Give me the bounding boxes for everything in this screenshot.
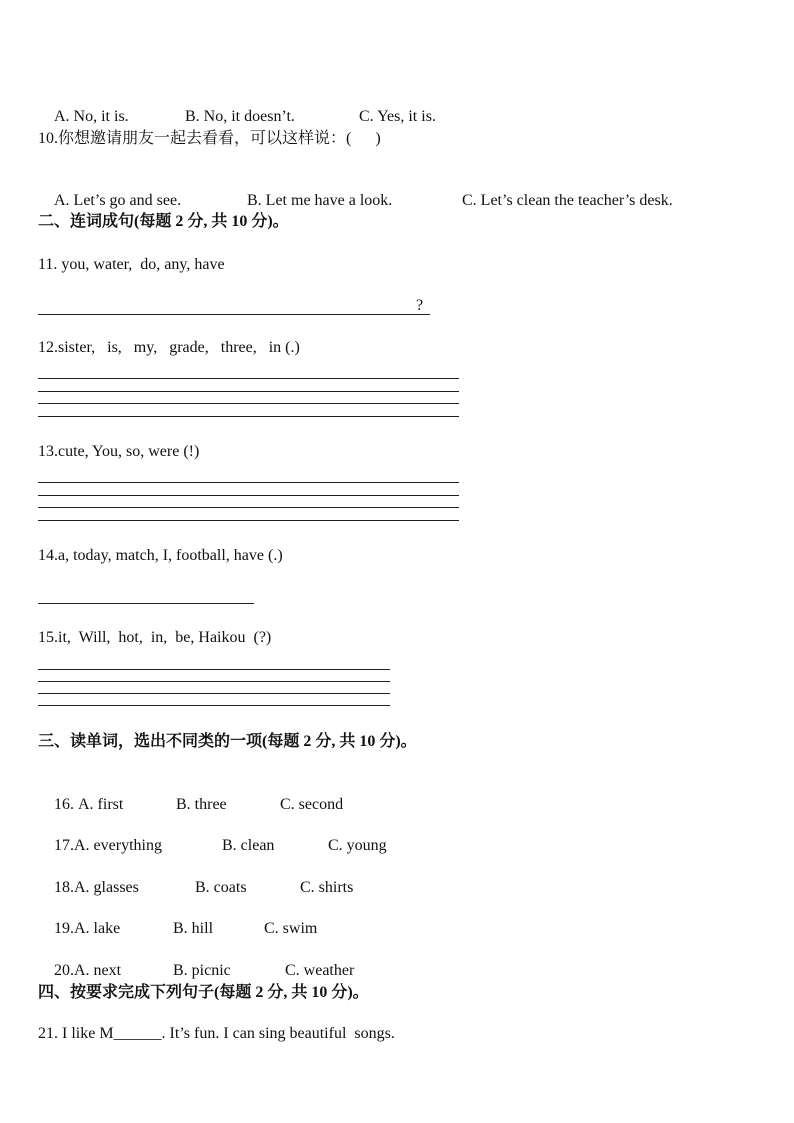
q19-option-c[interactable]: C. swim (264, 920, 318, 937)
q13-writing-line[interactable] (38, 482, 459, 483)
q14-answer-line[interactable] (38, 603, 254, 604)
q18-option-a[interactable]: A. glasses (74, 879, 139, 896)
section2-heading: 二、连词成句(每题 2 分, 共 10 分)。 (38, 213, 289, 230)
q12-writing-line[interactable] (38, 378, 459, 379)
q17-option-b[interactable]: B. clean (222, 837, 275, 854)
q15-writing-line[interactable] (38, 669, 390, 670)
q18-option-b[interactable]: B. coats (195, 879, 247, 896)
q16-number: 16. (54, 796, 74, 813)
q18-number: 18. (54, 879, 74, 896)
q11-answer-line[interactable] (38, 314, 430, 315)
q12-writing-line[interactable] (38, 391, 459, 392)
q20-option-c[interactable]: C. weather (285, 962, 355, 979)
q15-words: 15.it, Will, hot, in, be, Haikou (?) (38, 629, 272, 646)
q20-option-b[interactable]: B. picnic (173, 962, 231, 979)
q13-words: 13.cute, You, so, were (!) (38, 443, 200, 460)
q20-option-a[interactable]: A. next (74, 962, 122, 979)
q16-option-a[interactable]: A. first (78, 796, 124, 813)
q12-writing-line[interactable] (38, 416, 459, 417)
q13-writing-line[interactable] (38, 507, 459, 508)
q9-option-b[interactable]: B. No, it doesn’t. (185, 108, 295, 125)
q17-option-c[interactable]: C. young (328, 837, 387, 854)
q9-option-c[interactable]: C. Yes, it is. (359, 108, 436, 125)
section3-heading: 三、读单词，选出不同类的一项(每题 2 分, 共 10 分)。 (38, 733, 417, 750)
q15-writing-line[interactable] (38, 705, 390, 706)
q12-writing-line[interactable] (38, 403, 459, 404)
q19-option-a[interactable]: A. lake (74, 920, 121, 937)
q19-option-b[interactable]: B. hill (173, 920, 214, 937)
q9-option-a[interactable]: A. No, it is. (54, 108, 129, 125)
q20-number: 20. (54, 962, 74, 979)
q13-writing-line[interactable] (38, 520, 459, 521)
q10-stem: 10.你想邀请朋友一起去看看，可以这样说：( ) (38, 130, 381, 147)
section4-heading: 四、按要求完成下列句子(每题 2 分, 共 10 分)。 (38, 984, 369, 1001)
worksheet-page (38, 0, 758, 1123)
q19-number: 19. (54, 920, 74, 937)
q11-end-mark: ? (416, 297, 424, 314)
q10-option-c[interactable]: C. Let’s clean the teacher’s desk. (462, 192, 673, 209)
q21-sentence: 21. I like M______. It’s fun. I can sing beautiful songs. (38, 1025, 395, 1042)
q11-words: 11. you, water, do, any, have (38, 256, 225, 273)
q10-option-a[interactable]: A. Let’s go and see. (54, 192, 182, 209)
q16-option-b[interactable]: B. three (176, 796, 227, 813)
q13-writing-line[interactable] (38, 495, 459, 496)
q17-number: 17. (54, 837, 74, 854)
q15-writing-line[interactable] (38, 681, 390, 682)
q18-option-c[interactable]: C. shirts (300, 879, 354, 896)
q15-writing-line[interactable] (38, 693, 390, 694)
q16-option-c[interactable]: C. second (280, 796, 344, 813)
q12-words: 12.sister, is, my, grade, three, in (.) (38, 339, 300, 356)
q17-option-a[interactable]: A. everything (74, 837, 162, 854)
q14-words: 14.a, today, match, I, football, have (.) (38, 547, 283, 564)
q10-option-b[interactable]: B. Let me have a look. (247, 192, 393, 209)
